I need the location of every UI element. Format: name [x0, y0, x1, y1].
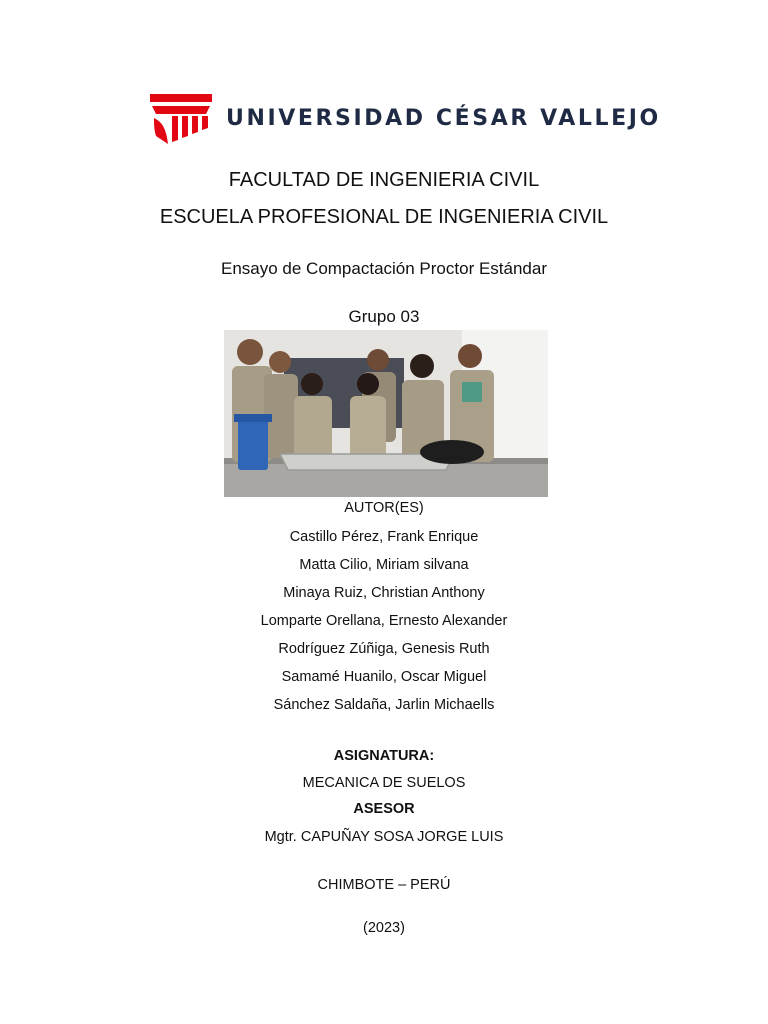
advisor-label: ASESOR	[353, 801, 415, 817]
advisor-value: Mgtr. CAPUÑAY SOSA JORGE LUIS	[264, 829, 504, 845]
location: CHIMBOTE – PERÚ	[317, 877, 451, 893]
author-item: Samamé Huanilo, Oscar Miguel	[281, 669, 487, 685]
subject-value: MECANICA DE SUELOS	[302, 775, 466, 791]
subject-label: ASIGNATURA:	[333, 748, 435, 764]
group-label: Grupo 03	[348, 307, 420, 326]
author-item: Lomparte Orellana, Ernesto Alexander	[260, 613, 508, 629]
university-logo	[138, 84, 661, 156]
university-name: UNIVERSIDAD CÉSAR VALLEJO	[226, 106, 661, 131]
author-item: Rodríguez Zúñiga, Genesis Ruth	[278, 641, 490, 657]
ucv-shield-logo-icon	[148, 92, 214, 146]
author-item: Castillo Pérez, Frank Enrique	[289, 529, 479, 545]
faculty-heading: FACULTAD DE INGENIERIA CIVIL	[228, 169, 540, 191]
group-photo	[224, 330, 548, 497]
document-title: Ensayo de Compactación Proctor Estándar	[220, 259, 547, 278]
author-item: Minaya Ruiz, Christian Anthony	[283, 585, 485, 601]
authors-label: AUTOR(ES)	[344, 500, 424, 516]
author-item: Sánchez Saldaña, Jarlin Michaells	[273, 697, 495, 713]
author-item: Matta Cilio, Miriam silvana	[299, 557, 469, 573]
school-heading: ESCUELA PROFESIONAL DE INGENIERIA CIVIL	[159, 206, 609, 228]
year: (2023)	[363, 920, 405, 936]
